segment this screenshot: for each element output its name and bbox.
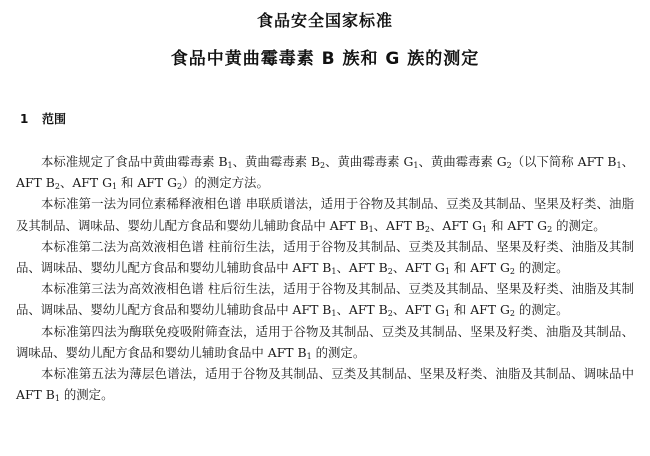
subscript: 1 <box>368 224 374 234</box>
document-title: 食品安全国家标准 <box>256 11 393 30</box>
section-number: 1 <box>20 112 29 126</box>
subscript: 2 <box>506 161 512 170</box>
document-subtitle: 食品中黄曲霉毒素 B 族和 G 族的测定 <box>170 49 480 69</box>
section-body <box>16 151 634 405</box>
paragraph: 本标准第一法为同位素稀释液相色谱 串联质谱法，适用于谷物及其制品、豆类及其制品、坚果及籽类、油脂及其制品、调味品、婴幼儿配方食品和婴幼儿辅助食品中 AFT $B_1$、AFT $B_2$、AFT $G_1$ 和 AFT $G_2$ 的测定。 <box>16 196 634 234</box>
paragraph: 本标准第二法为高效液相色谱 柱前衍生法，适用于谷物及其制品、豆类及其制品、坚果及籽类、油脂及其制品、调味品、婴幼儿配方食品和婴幼儿辅助食品中 AFT $B_1$、AFT $B_2$、AFT $G_1$ 和 AFT $G_2$ 的测定。 <box>16 238 634 277</box>
subscript: 1 <box>444 267 450 277</box>
section-heading <box>20 110 66 127</box>
subscript: 1 <box>616 161 622 170</box>
subscript: 1 <box>54 394 60 404</box>
subscript: 2 <box>509 267 515 277</box>
paragraph: 本标准第三法为高效液相色谱 柱后衍生法，适用于谷物及其制品、豆类及其制品、坚果及籽类、油脂及其制品、调味品、婴幼儿配方食品和婴幼儿辅助食品中 AFT $B_1$、AFT $B_2$、AFT $G_1$ 和 AFT $G_2$ 的测定。 <box>16 281 634 319</box>
subscript: 1 <box>331 267 337 277</box>
subscript: 1 <box>306 351 312 361</box>
subscript: 1 <box>482 224 488 234</box>
subscript: 1 <box>444 309 450 319</box>
subscript: 2 <box>424 224 430 234</box>
subscript: 2 <box>387 309 393 319</box>
subscript: 1 <box>331 309 337 319</box>
subscript: 2 <box>54 182 60 192</box>
subscript: 1 <box>112 182 118 192</box>
subscript: 1 <box>227 161 233 170</box>
subscript: 2 <box>547 224 553 234</box>
subscript: 2 <box>509 309 515 319</box>
subscript: 2 <box>177 182 183 192</box>
subscript: 1 <box>413 161 419 170</box>
paragraph: 本标准规定了食品中黄曲霉毒素 $B_1$、黄曲霉毒素 $B_2$、黄曲霉毒素 $G_1$、黄曲霉毒素 $G_2$（以下简称 AFT $B_1$、AFT $B_2$、AFT $G_1$ 和 AFT $G_2$）的测定方法。 <box>16 154 634 192</box>
section-title: 范围 <box>42 112 67 126</box>
subscript: 2 <box>387 267 393 277</box>
paragraph: 本标准第四法为酶联免疫吸附筛查法，适用于谷物及其制品、豆类及其制品、坚果及籽类、油脂及其制品、调味品、婴幼儿配方食品和婴幼儿辅助食品中 AFT $B_1$ 的测定。 <box>16 323 634 361</box>
subscript: 2 <box>320 161 326 170</box>
paragraph: 本标准第五法为薄层色谱法，适用于谷物及其制品、豆类及其制品、坚果及籽类、油脂及其制品、调味品中 AFT $B_1$ 的测定。 <box>16 366 634 404</box>
